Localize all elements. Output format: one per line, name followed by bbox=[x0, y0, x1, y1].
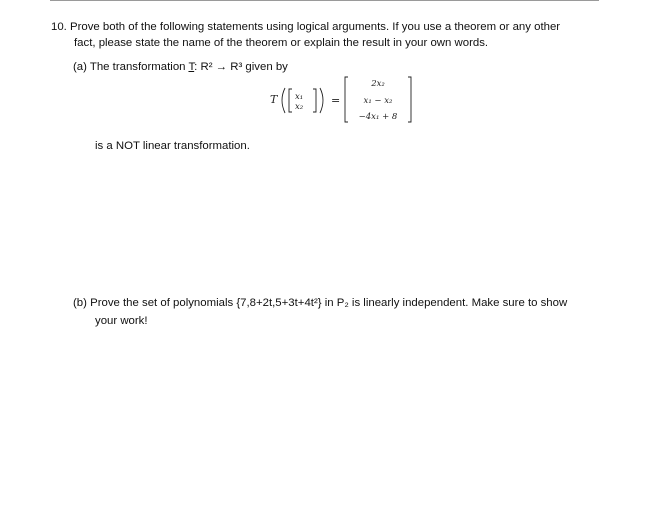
top-rule bbox=[50, 0, 599, 1]
part-a-statement bbox=[73, 60, 288, 75]
equation-func: T bbox=[270, 93, 278, 106]
input-bracket-right bbox=[313, 89, 316, 112]
part-b-text-1: Prove the set of polynomials {7,8+2t,5+3t+4t²} in P₂ is linearly independent. Make sure to show bbox=[90, 297, 568, 309]
output-bracket-left bbox=[345, 77, 348, 122]
part-b-line-2: your work! bbox=[95, 315, 148, 327]
problem-intro-line-1 bbox=[51, 20, 560, 35]
output-entry-1: 2x₂ bbox=[371, 79, 385, 89]
output-bracket-right bbox=[408, 77, 411, 122]
equation-svg bbox=[268, 75, 418, 125]
problem-intro-line-2: fact, please state the name of the theorem or explain the result in your own words. bbox=[74, 37, 489, 49]
output-entry-3: −4x₁ + 8 bbox=[358, 112, 398, 122]
equation-equals: = bbox=[331, 94, 341, 107]
right-paren bbox=[320, 88, 323, 113]
output-entry-2: x₁ − x₂ bbox=[363, 96, 393, 106]
input-entry-1: x₁ bbox=[295, 92, 304, 102]
part-a-text-before: The transformation bbox=[89, 61, 186, 73]
problem-intro-text-1: Prove both of the following statements using logical arguments. If you use a theorem or any other bbox=[70, 21, 561, 33]
part-b-statement bbox=[73, 296, 567, 311]
transformation-equation bbox=[268, 75, 418, 125]
part-a-label: (a) bbox=[73, 61, 87, 73]
problem-number: 10. bbox=[51, 21, 67, 33]
left-paren bbox=[282, 88, 285, 113]
part-a-text-after: : R² → R³ given by bbox=[194, 61, 288, 73]
input-bracket-left bbox=[289, 89, 292, 112]
part-b-label: (b) bbox=[73, 297, 87, 309]
input-entry-2: x₂ bbox=[295, 102, 304, 112]
part-a-T: T bbox=[188, 61, 195, 73]
part-a-conclusion: is a NOT linear transformation. bbox=[95, 140, 250, 152]
